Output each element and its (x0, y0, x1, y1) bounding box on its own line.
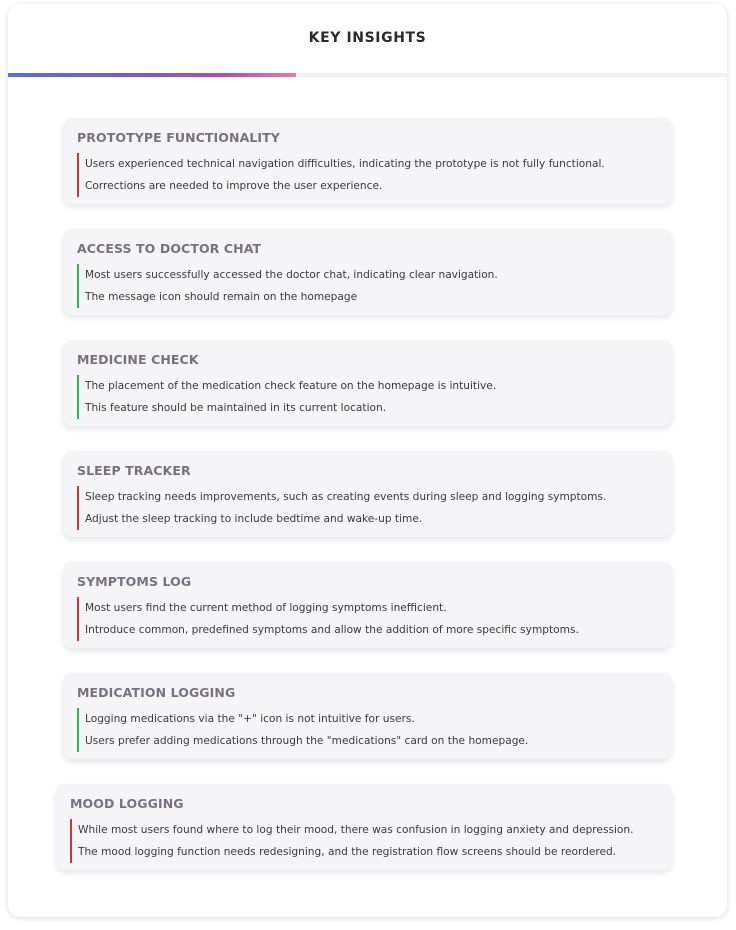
insight-card-mood-logging (56, 784, 672, 870)
insight-title: SLEEP TRACKER (77, 463, 191, 478)
insight-line: Introduce common, predefined symptoms and allow the addition of more specific symptoms. (85, 624, 579, 636)
insight-line: While most users found where to log their mood, there was confusion in logging anxiety and depression. (78, 824, 634, 836)
insight-body (77, 486, 658, 530)
progress-bar (8, 73, 727, 77)
insight-card-access-to-doctor-chat (63, 229, 672, 315)
insight-card-medicine-check (63, 340, 672, 426)
insight-line: Users experienced technical navigation difficulties, indicating the prototype is not fully functional. (85, 158, 605, 170)
insight-title: MEDICINE CHECK (77, 352, 199, 367)
insight-card-medication-logging (63, 673, 672, 759)
insight-line: The mood logging function needs redesigning, and the registration flow screens should be reordered. (78, 846, 617, 858)
panel-header (8, 4, 727, 74)
insight-title: ACCESS TO DOCTOR CHAT (77, 241, 262, 256)
insight-title: MEDICATION LOGGING (77, 685, 236, 700)
insight-title: PROTOTYPE FUNCTIONALITY (77, 130, 280, 145)
insight-card-sleep-tracker (63, 451, 672, 537)
insight-line: The message icon should remain on the homepage (85, 291, 358, 303)
insight-line: Logging medications via the "+" icon is not intuitive for users. (85, 713, 415, 725)
insight-body (77, 708, 658, 752)
insight-body (77, 264, 658, 308)
progress-bar-fill (8, 73, 296, 77)
insight-line: Users prefer adding medications through the "medications" card on the homepage. (85, 735, 529, 747)
insight-body (77, 597, 658, 641)
insight-card-symptoms-log (63, 562, 672, 648)
insight-card-prototype-functionality (63, 118, 672, 204)
insight-body (77, 375, 658, 419)
insights-panel (8, 4, 727, 917)
insight-line: The placement of the medication check feature on the homepage is intuitive. (85, 380, 497, 392)
insight-line: Most users find the current method of logging symptoms inefficient. (85, 602, 447, 614)
insight-line: Corrections are needed to improve the user experience. (85, 180, 383, 192)
page-title: KEY INSIGHTS (308, 30, 427, 46)
insight-line: This feature should be maintained in its current location. (85, 402, 387, 414)
insight-body (70, 819, 658, 863)
insight-line: Sleep tracking needs improvements, such as creating events during sleep and logging symptoms. (85, 491, 607, 503)
insight-title: MOOD LOGGING (70, 796, 184, 811)
insight-line: Most users successfully accessed the doctor chat, indicating clear navigation. (85, 269, 498, 281)
insight-line: Adjust the sleep tracking to include bedtime and wake-up time. (85, 513, 423, 525)
insight-body (77, 153, 658, 197)
insight-title: SYMPTOMS LOG (77, 574, 192, 589)
